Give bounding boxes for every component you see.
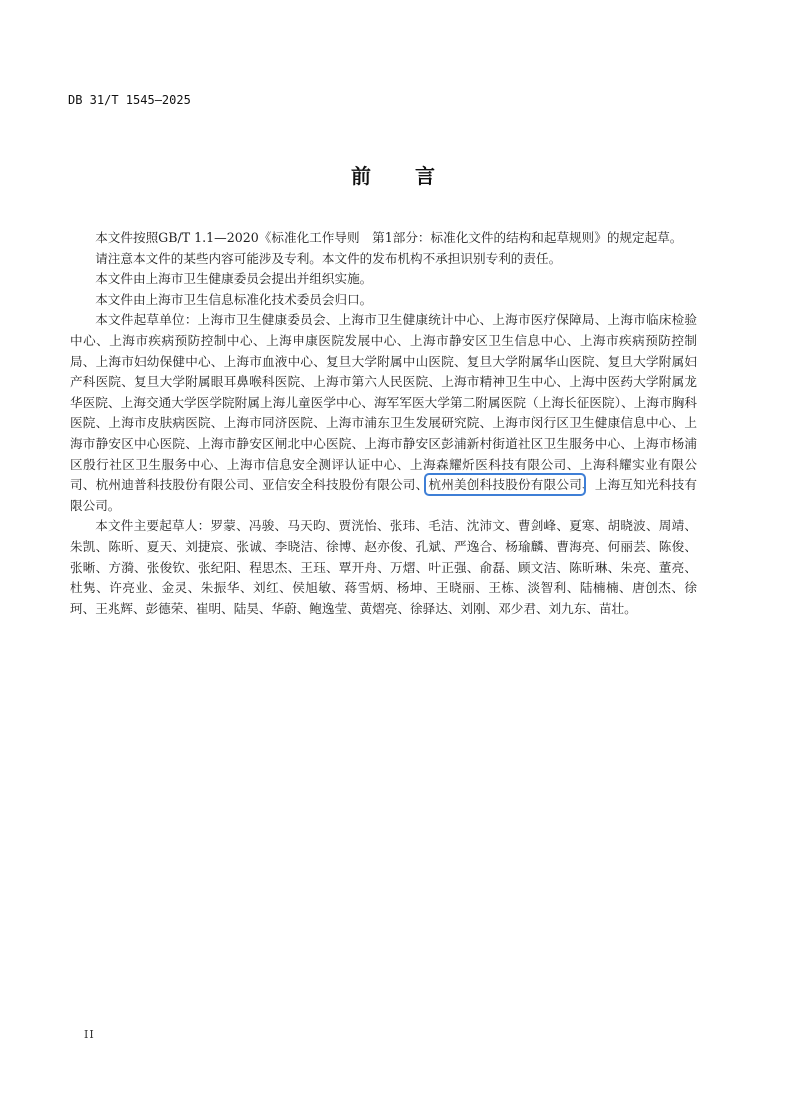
highlighted-company[interactable]: 杭州美创科技股份有限公司: [428, 477, 583, 493]
paragraph-drafters: 本文件主要起草人：罗蒙、冯骏、马天昀、贾洸怡、张玮、毛洁、沈沛文、曹剑峰、夏寒、胡晓波、周靖、朱凯、陈昕、夏天、刘捷宸、张诚、李晓洁、徐博、赵亦俊、孔斌、严逸合、杨瑜麟、曹海亮、何丽芸、陈俊、张晰、方漪、张俊钦、张纪阳、程思杰、王珏、覃开舟、万熠、叶正强、俞磊、顾文洁、陈昕琳、朱亮、董亮、杜隽、许亮业、金灵、朱振华、刘红、侯旭敏、蒋雪炳、杨坤、王晓丽、王栋、淡智利、陆楠楠、唐创杰、徐珂、王兆辉、彭德荣、崔明、陆昊、华蔚、鲍逸莹、黄熠亮、徐驿达、刘刚、邓少君、刘九东、苗壮。: [70, 518, 697, 616]
title-char-1: 前: [351, 164, 371, 188]
document-code: DB 31/T 1545—2025: [68, 93, 191, 107]
paragraph-standard-basis: 本文件按照GB/T 1.1—2020《标准化工作导则 第1部分：标准化文件的结构和起草规则》的规定起草。: [95, 230, 683, 245]
paragraph-drafting-units: [70, 310, 697, 516]
page-title: [0, 160, 786, 189]
paragraph-proposer: 本文件由上海市卫生健康委员会提出并组织实施。: [95, 271, 373, 287]
drafting-units-text-end: 、上海互知光科技有限公司。: [70, 477, 698, 513]
page-number: II: [84, 1028, 95, 1041]
drafting-units-text: 本文件起草单位：上海市卫生健康委员会、上海市卫生健康统计中心、上海市医疗保障局、上海市临床检验中心、上海市疾病预防控制中心、上海申康医院发展中心、上海市静安区卫生信息中心、上海市疾病预防控制局、上海市妇幼保健中心、上海市血液中心、复旦大学附属中山医院、复旦大学附属华山医院、复旦大学附属妇产科医院、复旦大学附属眼耳鼻喉科医院、上海市第六人民医院、上海市精神卫生中心、上海中医药大学附属龙华医院、上海交通大学医学院附属上海儿童医学中心、海军军医大学第二附属医院（上海长征医院）、上海市胸科医院、上海市皮肤病医院、上海市同济医院、上海市浦东卫生发展研究院、上海市闵行区卫生健康信息中心、上海市静安区中心医院、上海市静安区闸北中心医院、上海市静安区彭浦新村街道社区卫生服务中心、上海市杨浦区殷行社区卫生服务中心、上海市信息安全测评认证中心、上海森耀炘医科技有限公司、上海科耀实业有限公司、杭州迪普科技股份有限公司、亚信安全科技股份有限公司、: [70, 312, 697, 493]
foreword-body: [70, 228, 697, 619]
paragraph-centralized-unit: 本文件由上海市卫生信息标准化技术委员会归口。: [95, 291, 373, 307]
title-char-2: 言: [415, 164, 435, 188]
paragraph-patent-notice: 请注意本文件的某些内容可能涉及专利。本文件的发布机构不承担识别专利的责任。: [95, 250, 562, 266]
